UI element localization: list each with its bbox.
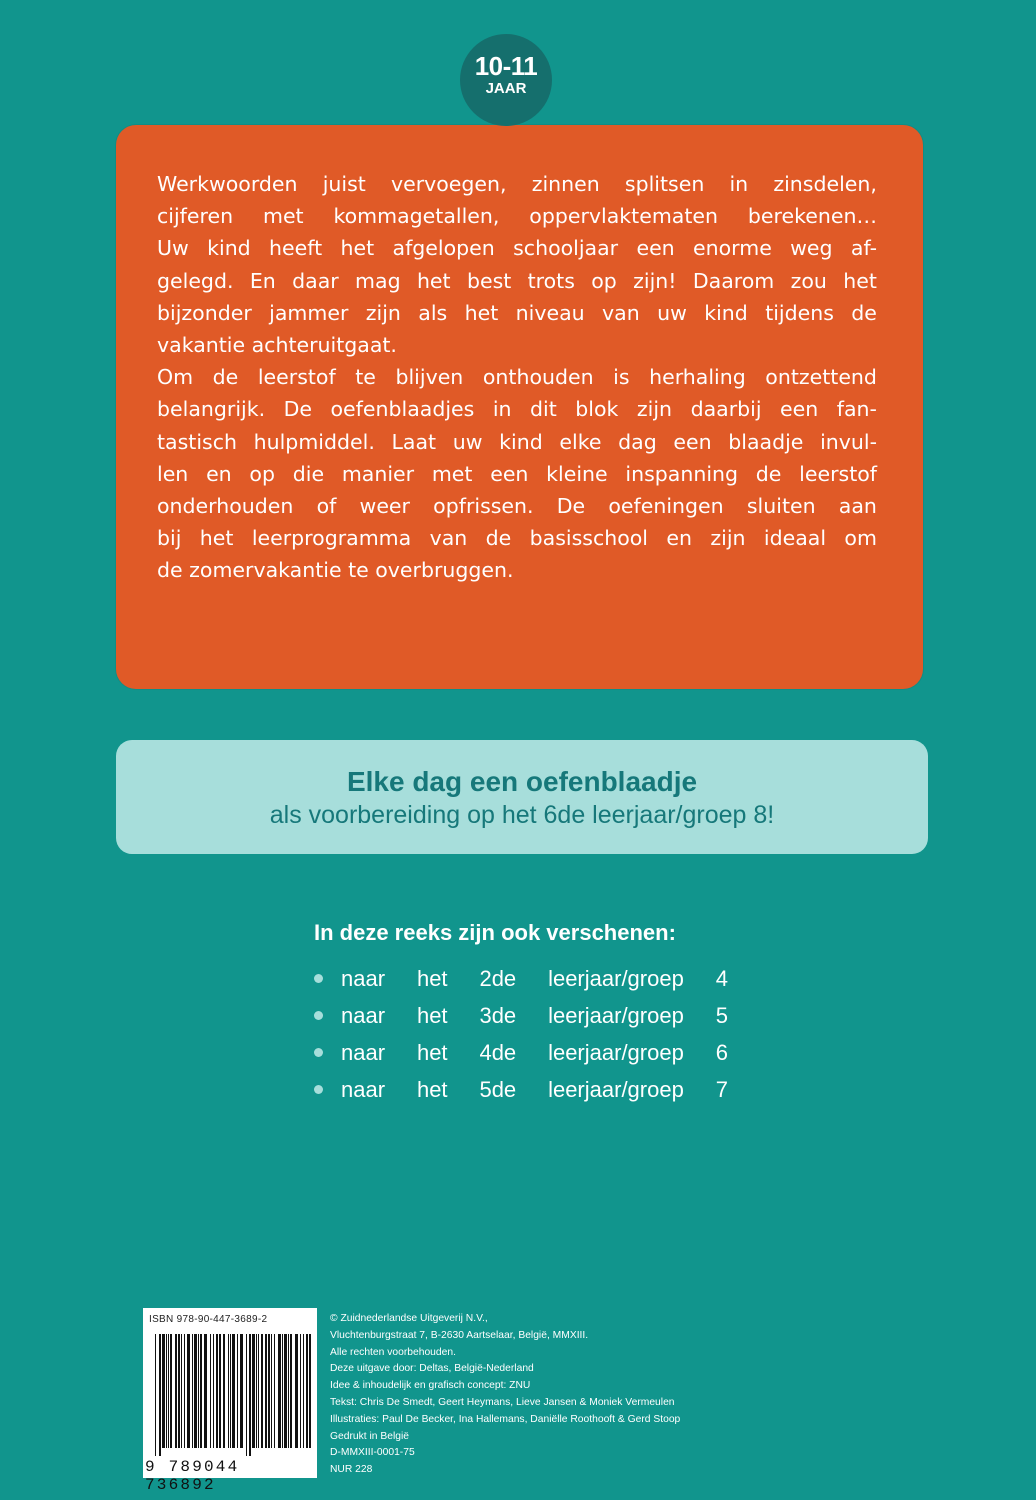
barcode-bar (240, 1334, 243, 1448)
credit-line: © Zuidnederlandse Uitgeverij N.V., (330, 1313, 488, 1324)
description-word: enorme (693, 236, 772, 261)
description-word: kind (499, 429, 543, 454)
description-word: mag (355, 268, 401, 293)
series-item-word: het (416, 1040, 448, 1065)
description-line (157, 361, 877, 393)
credit-line: Deze uitgave door: Deltas, België-Nederland (330, 1363, 534, 1375)
series-item-word: naar (341, 1003, 386, 1028)
description-word: ideaal (763, 526, 827, 551)
barcode-bar (274, 1334, 275, 1448)
barcode-bar (258, 1334, 259, 1448)
description-word: het (199, 526, 234, 551)
description-word: van (602, 300, 640, 325)
barcode-bar (181, 1334, 182, 1448)
description-word: afgelopen (392, 236, 495, 261)
description-word: en (206, 461, 232, 486)
series-item-word: leerjaar/groep (548, 1077, 684, 1102)
credit-line: Alle rechten voorbehouden. (330, 1346, 456, 1358)
barcode-bar (268, 1334, 270, 1448)
barcode-bar (219, 1334, 221, 1448)
description-word: schooljaar (513, 236, 619, 261)
series-item-text (341, 997, 728, 1034)
series-section (314, 918, 728, 1108)
description-line (157, 232, 877, 264)
description-word: berekenen… (747, 204, 877, 229)
series-item-word: 6 (715, 1040, 728, 1065)
description-word: De (556, 494, 586, 519)
description-word: met (262, 204, 304, 229)
credit-line: D-MMXIII-0001-75 (330, 1447, 415, 1459)
description-word: bijzonder (157, 300, 252, 325)
tagline-title: Elke dag een oefenblaadje (346, 766, 698, 797)
description-word: op (591, 268, 617, 293)
barcode-bar (204, 1334, 207, 1448)
description-word: kommagetallen, (333, 204, 500, 229)
description-word: oefenblaadjes (330, 397, 475, 422)
barcode-bar (213, 1334, 214, 1448)
description-word: invul- (820, 429, 877, 454)
series-item-text (341, 1071, 728, 1108)
description-word: de (212, 365, 239, 390)
description-word: gelegd. (157, 268, 234, 293)
series-item (314, 997, 728, 1034)
description-word: leerstof (257, 365, 336, 390)
description-word: zinnen (531, 172, 600, 196)
description-word: tastisch (157, 429, 237, 454)
barcode-bar (284, 1334, 287, 1448)
description-word: een (673, 429, 712, 454)
description-line (157, 393, 877, 425)
description-word: uw (452, 429, 483, 454)
description-word: Uw (157, 236, 189, 261)
barcode-bar (232, 1334, 235, 1448)
barcode-bar (288, 1334, 289, 1448)
barcode-bar (265, 1334, 267, 1448)
description-word: kleine (546, 461, 608, 486)
credit-line: Illustraties: Paul De Becker, Ina Hallemans, Daniëlle Roothooft & Gerd Stoop (330, 1413, 681, 1425)
description-word: zinsdelen, (773, 172, 877, 196)
description-word: blijven (395, 365, 464, 390)
barcode-bar (184, 1334, 185, 1448)
description-line (157, 265, 877, 297)
description-word: bij (157, 526, 182, 551)
barcode-bar (300, 1334, 301, 1448)
credit-line: Tekst: Chris De Smedt, Geert Heymans, Lieve Jansen & Moniek Vermeulen (330, 1396, 675, 1408)
series-item-word: leerjaar/groep (548, 966, 684, 991)
description-line (157, 458, 877, 490)
description-word: te (355, 365, 376, 390)
description-word: als (418, 300, 448, 325)
description-word: de zomervakantie te overbruggen. (157, 558, 514, 583)
description-line (157, 168, 877, 200)
barcode-bar (159, 1334, 161, 1456)
barcode-bar (252, 1334, 255, 1448)
description-word: de (485, 526, 512, 551)
description-word: dag (618, 429, 657, 454)
description-word: aan (838, 494, 877, 519)
description-word: cijferen (157, 204, 234, 229)
description-line (157, 522, 877, 554)
description-word: sluiten (746, 494, 816, 519)
barcode-bar (162, 1334, 165, 1448)
series-item-word: 2de (479, 966, 517, 991)
barcode-bar (282, 1334, 283, 1448)
barcode-bar (271, 1334, 272, 1448)
description-line (157, 490, 877, 522)
bullet-icon (314, 974, 323, 983)
barcode-bar (256, 1334, 257, 1448)
series-item-word: 4 (715, 966, 728, 991)
description-word: een (780, 397, 819, 422)
description-word: herhaling (649, 365, 746, 390)
description-word: belangrijk. (157, 397, 266, 422)
description-word: om (844, 526, 877, 551)
description-word: onderhouden (157, 494, 294, 519)
barcode-bars (155, 1334, 313, 1456)
description-word: tijdens (765, 300, 834, 325)
barcode-bar (200, 1334, 202, 1448)
age-range: 10-11 (474, 51, 538, 81)
description-word: daar (292, 268, 339, 293)
bullet-icon (314, 1011, 323, 1020)
description-line (157, 554, 877, 586)
publisher-credits (330, 1311, 680, 1479)
barcode-bar (303, 1334, 304, 1448)
isbn-label: ISBN 978-90-447-3689-2 (149, 1314, 268, 1325)
series-item-word: naar (341, 1077, 386, 1102)
description-word: zou (790, 268, 827, 293)
description-word: blok (575, 397, 619, 422)
description-word: in (729, 172, 749, 196)
description-word: of (316, 494, 337, 519)
series-title: In deze reeks zijn ook verschenen: (314, 920, 676, 945)
series-list (314, 960, 728, 1108)
credit-line: Gedrukt in België (330, 1430, 409, 1442)
description-word: kind (207, 236, 251, 261)
description-word: af- (850, 236, 877, 261)
barcode-bar (306, 1334, 308, 1448)
description-word: vervoegen, (390, 172, 507, 196)
series-item-word: leerjaar/groep (548, 1040, 684, 1065)
barcode-bar (309, 1334, 311, 1448)
description-word: leerstof (799, 461, 877, 486)
barcode-bar (170, 1334, 172, 1448)
barcode-bar (295, 1334, 298, 1448)
description-line (157, 426, 877, 458)
description-word: En (249, 268, 276, 293)
series-item-word: het (416, 1003, 448, 1028)
barcode-bar (178, 1334, 180, 1448)
series-item (314, 960, 728, 997)
description-word: weer (359, 494, 410, 519)
barcode-bar (230, 1334, 231, 1448)
description-word: zijn (636, 397, 673, 422)
description-word: hulpmiddel. (253, 429, 375, 454)
barcode-bar (166, 1334, 167, 1448)
description-word: en (666, 526, 692, 551)
series-item-word: het (416, 1077, 448, 1102)
description-word: niveau (515, 300, 585, 325)
barcode-bar (246, 1334, 247, 1456)
description-word: basisschool (529, 526, 648, 551)
description-word: is (613, 365, 630, 390)
description-word: juist (322, 172, 366, 196)
credit-line: Vluchtenburgstraat 7, B-2630 Aartselaar, België, MMXIII. (330, 1329, 589, 1341)
barcode-bar (194, 1334, 197, 1448)
barcode-bar (198, 1334, 199, 1448)
barcode-bar (192, 1334, 193, 1448)
description-text (157, 168, 877, 587)
bullet-icon (314, 1048, 323, 1057)
description-word: dit (530, 397, 557, 422)
description-word: fan- (836, 397, 877, 422)
description-word: zijn (710, 526, 746, 551)
description-word: ontzettend (765, 365, 877, 390)
description-word: de (851, 300, 877, 325)
description-word: Werkwoorden (157, 172, 298, 196)
description-word: len (157, 461, 189, 486)
series-item-word: naar (341, 966, 386, 991)
description-word: elke (559, 429, 602, 454)
series-item (314, 1071, 728, 1108)
barcode-bar (175, 1334, 177, 1448)
description-word: oppervlaktematen (529, 204, 718, 229)
series-item-word: het (416, 966, 448, 991)
description-word: het (416, 268, 451, 293)
barcode-bar (261, 1334, 263, 1448)
barcode-bar (210, 1334, 211, 1448)
barcode-digits: 9 789044 736892 (145, 1458, 240, 1494)
series-item (314, 1034, 728, 1071)
description-word: die (292, 461, 325, 486)
description-word: opfrissen. (433, 494, 534, 519)
series-item-word: 4de (479, 1040, 517, 1065)
description-word: een (490, 461, 529, 486)
description-word: op (249, 461, 275, 486)
barcode-bar (216, 1334, 218, 1448)
series-item-word: naar (341, 1040, 386, 1065)
description-line (157, 297, 877, 329)
description-word: kind (704, 300, 748, 325)
series-item-word: 5de (479, 1077, 517, 1102)
age-badge (460, 34, 552, 126)
barcode-bar (278, 1334, 281, 1448)
description-word: zijn (365, 300, 401, 325)
description-word: jammer (269, 300, 349, 325)
barcode-bar (249, 1334, 251, 1456)
description-word: blaadje (728, 429, 804, 454)
series-item-word: 7 (715, 1077, 728, 1102)
series-item-word: leerjaar/groep (548, 1003, 684, 1028)
description-word: manier (341, 461, 415, 486)
description-word: oefeningen (608, 494, 724, 519)
description-word: in (492, 397, 512, 422)
tagline-subtitle: als voorbereiding op het 6de leerjaar/groep 8! (269, 801, 775, 829)
barcode-bar (168, 1334, 169, 1448)
description-word: best (466, 268, 512, 293)
description-word: uw (657, 300, 687, 325)
barcode-bar (223, 1334, 225, 1448)
description-word: het (464, 300, 499, 325)
description-word: de (755, 461, 782, 486)
tagline-panel (116, 740, 928, 854)
description-word: het (843, 268, 877, 293)
description-word: zijn! (633, 268, 677, 293)
description-word: leerprogramma (251, 526, 412, 551)
barcode-bar (237, 1334, 238, 1448)
bullet-icon (314, 1085, 323, 1094)
series-item-text (341, 1034, 728, 1071)
series-item-word: 3de (479, 1003, 517, 1028)
age-unit: JAAR (485, 80, 527, 97)
description-word: Om (157, 365, 194, 390)
description-word: trots (527, 268, 575, 293)
description-line (157, 200, 877, 232)
description-word: daarbij (690, 397, 762, 422)
description-word: met (431, 461, 473, 486)
description-word: inspanning (625, 461, 739, 486)
credit-line: NUR 228 (330, 1464, 373, 1476)
series-item-text (341, 960, 728, 997)
description-word: splitsen (624, 172, 705, 196)
description-word: vakantie achteruitgaat. (157, 333, 397, 358)
description-word: van (429, 526, 468, 551)
description-word: De (283, 397, 313, 422)
description-word: het (340, 236, 375, 261)
barcode-bar (187, 1334, 190, 1448)
description-word: een (636, 236, 675, 261)
barcode-bar (228, 1334, 229, 1448)
barcode-bar (155, 1334, 156, 1456)
barcode (143, 1308, 317, 1494)
barcode-bar (290, 1334, 292, 1448)
description-word: heeft (269, 236, 323, 261)
description-line (157, 329, 877, 361)
description-word: weg (790, 236, 833, 261)
credit-line: Idee & inhoudelijk en grafisch concept: ZNU (330, 1380, 531, 1392)
description-word: onthouden (482, 365, 594, 390)
series-item-word: 5 (715, 1003, 728, 1028)
description-word: Daarom (692, 268, 775, 293)
description-word: Laat (391, 429, 437, 454)
